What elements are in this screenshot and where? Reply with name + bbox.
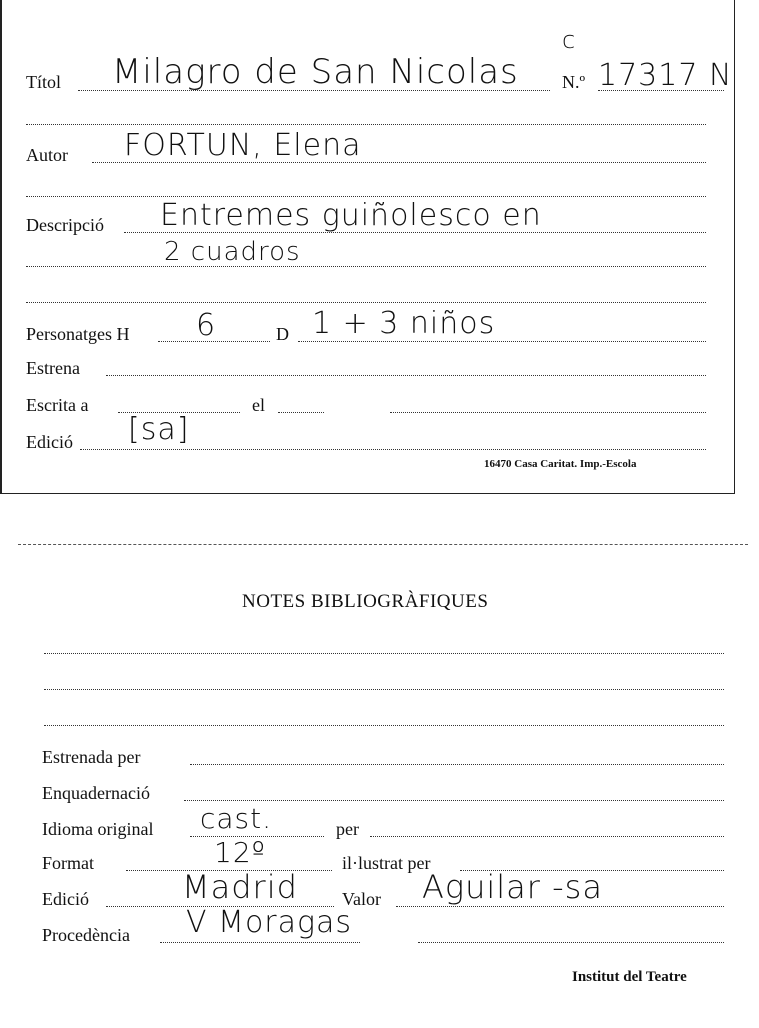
rule-2: [26, 196, 706, 197]
catalog-card-back: [18, 544, 748, 1014]
back-edicio-label: Edició: [42, 889, 89, 909]
personatges-d-line: [298, 341, 706, 342]
format-value: 12º: [214, 836, 266, 869]
procedencia-line-2: [418, 942, 724, 943]
procedencia-value: V Moragas: [186, 905, 353, 940]
personatges-h-value: 6: [196, 308, 217, 343]
descripcio-value-2: 2 cuadros: [164, 237, 301, 267]
notes-heading: NOTES BIBLIOGRÀFIQUES: [242, 591, 489, 612]
descripcio-value-1: Entremes guiñolesco en: [160, 198, 542, 233]
personatges-label: Personatges H: [26, 324, 130, 344]
escrita-label: Escrita a: [26, 395, 89, 415]
back-edicio-value: Madrid: [182, 868, 298, 906]
number-label: N.º: [562, 72, 586, 92]
edicio-value: [sa]: [128, 412, 190, 447]
estrenada-line: [190, 764, 724, 765]
personatges-d-value: 1 + 3 niños: [312, 306, 496, 341]
el-label: el: [252, 395, 265, 415]
notes-line-3: [44, 725, 724, 726]
personatges-d-label: D: [276, 324, 289, 344]
catalog-card-front: [0, 0, 735, 494]
titol-value: Milagro de San Nicolas: [112, 52, 519, 92]
procedencia-label: Procedència: [42, 925, 130, 945]
printer-imprint: 16470 Casa Caritat. Imp.-Escola: [484, 458, 637, 470]
idioma-per-label: per: [336, 819, 359, 839]
valor-value: Aguilar -sa: [422, 868, 603, 906]
enquadernacio-line: [184, 800, 724, 801]
idioma-value: cast.: [200, 802, 273, 835]
edicio-label: Edició: [26, 432, 73, 452]
format-label: Format: [42, 853, 94, 873]
idioma-label: Idioma original: [42, 819, 154, 839]
titol-label: Títol: [26, 72, 61, 92]
el-line-2: [390, 412, 706, 413]
valor-line: [396, 906, 724, 907]
valor-label: Valor: [342, 889, 381, 909]
idioma-per-line: [370, 836, 724, 837]
autor-value: FORTUN, Elena: [124, 128, 362, 163]
illustrat-label: il·lustrat per: [342, 853, 431, 873]
autor-label: Autor: [26, 145, 68, 165]
procedencia-line: [160, 942, 360, 943]
number-value: 17317 N: [598, 58, 733, 93]
el-line-1: [278, 412, 324, 413]
estrenada-label: Estrenada per: [42, 747, 141, 767]
estrena-label: Estrena: [26, 358, 80, 378]
edicio-line: [80, 449, 706, 450]
descripcio-label: Descripció: [26, 215, 104, 235]
rule-1: [26, 124, 706, 125]
notes-line-2: [44, 689, 724, 690]
institution-name: Institut del Teatre: [572, 969, 687, 985]
enquadernacio-label: Enquadernació: [42, 783, 150, 803]
descripcio-line-2: [26, 266, 706, 267]
estrena-line: [106, 375, 706, 376]
rule-3: [26, 302, 706, 303]
card-left-border: [0, 0, 2, 494]
notes-line-1: [44, 653, 724, 654]
number-annotation: c: [562, 26, 577, 54]
